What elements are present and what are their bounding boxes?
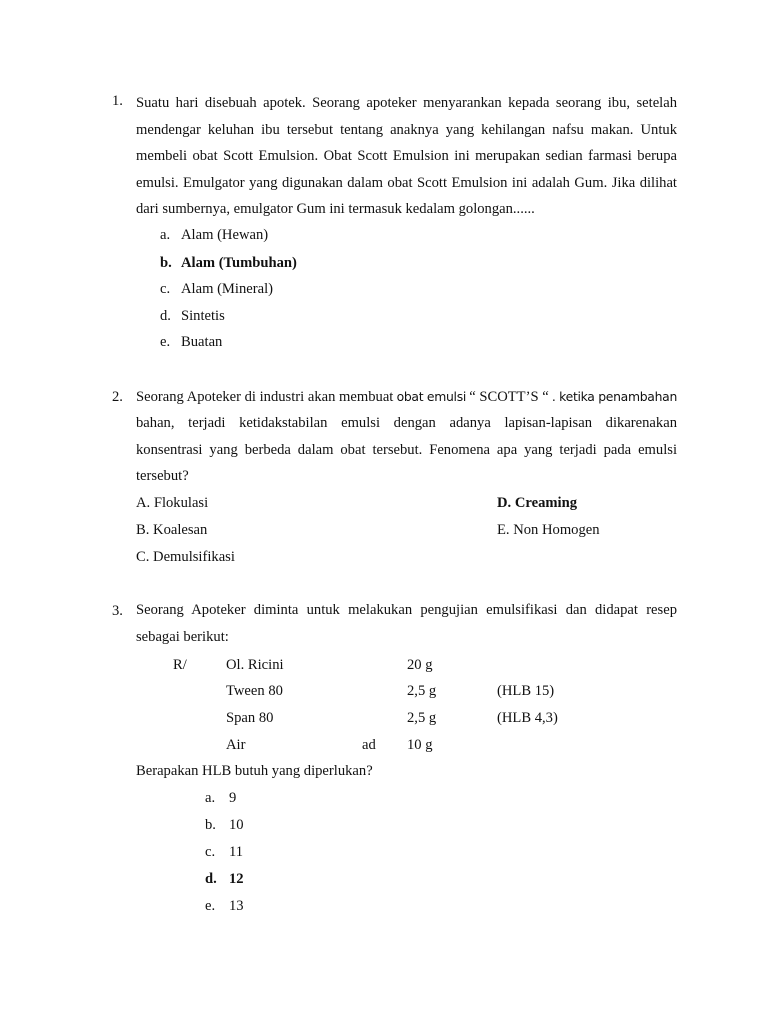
q1-line: Suatu hari disebuah apotek. Seorang apoteker menyarankan kepada seorang ibu, setelah: [136, 95, 677, 111]
q1-line: mendengar keluhan ibu tersebut tentang anaknya yang kehilangan nafsu makan. Untuk: [136, 121, 677, 138]
q1-line: dari sumbernya, emulgator Gum ini termasuk kedalam golongan......: [136, 201, 535, 218]
recipe-hlb: (HLB 4,3): [497, 710, 558, 726]
q1-option-text-correct: Alam (Tumbuhan): [181, 255, 297, 271]
q3-text: [136, 597, 677, 650]
q3-option-text: 10: [229, 817, 244, 833]
q3-line: sebagai berikut:: [136, 628, 229, 645]
q2-line1-a: Seorang Apoteker di industri akan membuat: [136, 389, 394, 405]
recipe-amount: 2,5 g: [407, 710, 437, 726]
q1-text: [136, 90, 677, 223]
recipe-ingredient: Span 80: [226, 710, 274, 726]
q3-option-text: 13: [229, 898, 244, 914]
q2-line1-c: “ SCOTT’S “: [469, 389, 549, 405]
q2-number: 2.: [112, 389, 123, 405]
recipe-ingredient: Ol. Ricini: [226, 657, 284, 673]
q1-option-text: Alam (Mineral): [181, 281, 273, 297]
q2-first-line: [136, 389, 677, 406]
recipe-hlb: (HLB 15): [497, 683, 555, 699]
q1-option-text: Alam (Hewan): [181, 227, 269, 243]
q1-option-text: Buatan: [181, 334, 223, 350]
q3-number: 3.: [112, 603, 123, 619]
q2-line: tersebut?: [136, 468, 189, 485]
q2-option-a: A. Flokulasi: [136, 495, 209, 511]
q3-option-letter: a.: [205, 790, 216, 806]
q1-option-letter: d.: [160, 308, 171, 324]
q3-option-letter: c.: [205, 844, 216, 860]
q3-option-text: 9: [229, 790, 237, 806]
q2-text: [136, 410, 677, 490]
q1-line: emulsi. Emulgator yang digunakan dalam obat Scott Emulsion ini adalah Gum. Jika dilihat: [136, 174, 677, 191]
q2-line1-d: . ketika penambahan: [551, 389, 677, 404]
q3-option-letter: d.: [205, 871, 217, 887]
q3-option-text: 11: [229, 844, 244, 860]
q1-number: 1.: [112, 93, 123, 109]
recipe-amount: 20 g: [407, 657, 433, 673]
q2-line: konsentrasi yang berbeda dalam obat tersebut. Fenomena apa yang terjadi pada emulsi: [136, 441, 677, 458]
recipe-amount: 10 g: [407, 737, 433, 753]
recipe-ingredient: Air: [226, 737, 246, 753]
q2-line1-b: obat emulsi: [396, 389, 467, 404]
q1-option-letter: c.: [160, 281, 171, 297]
q1-line: membeli obat Scott Emulsion. Obat Scott Emulsion ini merupakan sedian farmasi berupa: [136, 148, 677, 165]
q2-option-d-correct: D. Creaming: [497, 495, 577, 511]
q1-option-letter: e.: [160, 334, 171, 350]
q3-option-letter: b.: [205, 817, 216, 833]
q1-option-text: Sintetis: [181, 308, 225, 324]
q2-option-b: B. Koalesan: [136, 522, 208, 538]
q1-option-letter: b.: [160, 255, 172, 271]
q2-option-c: C. Demulsifikasi: [136, 549, 235, 565]
recipe-ad: ad: [362, 737, 376, 753]
q1-option-letter: a.: [160, 227, 171, 243]
q3-question: Berapakan HLB butuh yang diperlukan?: [136, 763, 373, 779]
q3-line: Seorang Apoteker diminta untuk melakukan pengujian emulsifikasi dan didapat resep: [136, 602, 677, 618]
q2-option-e: E. Non Homogen: [497, 522, 600, 538]
recipe-ingredient: Tween 80: [226, 683, 283, 699]
q3-option-text-correct: 12: [229, 871, 244, 887]
q3-option-letter: e.: [205, 898, 216, 914]
q2-line: bahan, terjadi ketidakstabilan emulsi dengan adanya lapisan-lapisan dikarenakan: [136, 415, 677, 431]
recipe-amount: 2,5 g: [407, 683, 437, 699]
recipe-prefix: R/: [173, 657, 187, 673]
